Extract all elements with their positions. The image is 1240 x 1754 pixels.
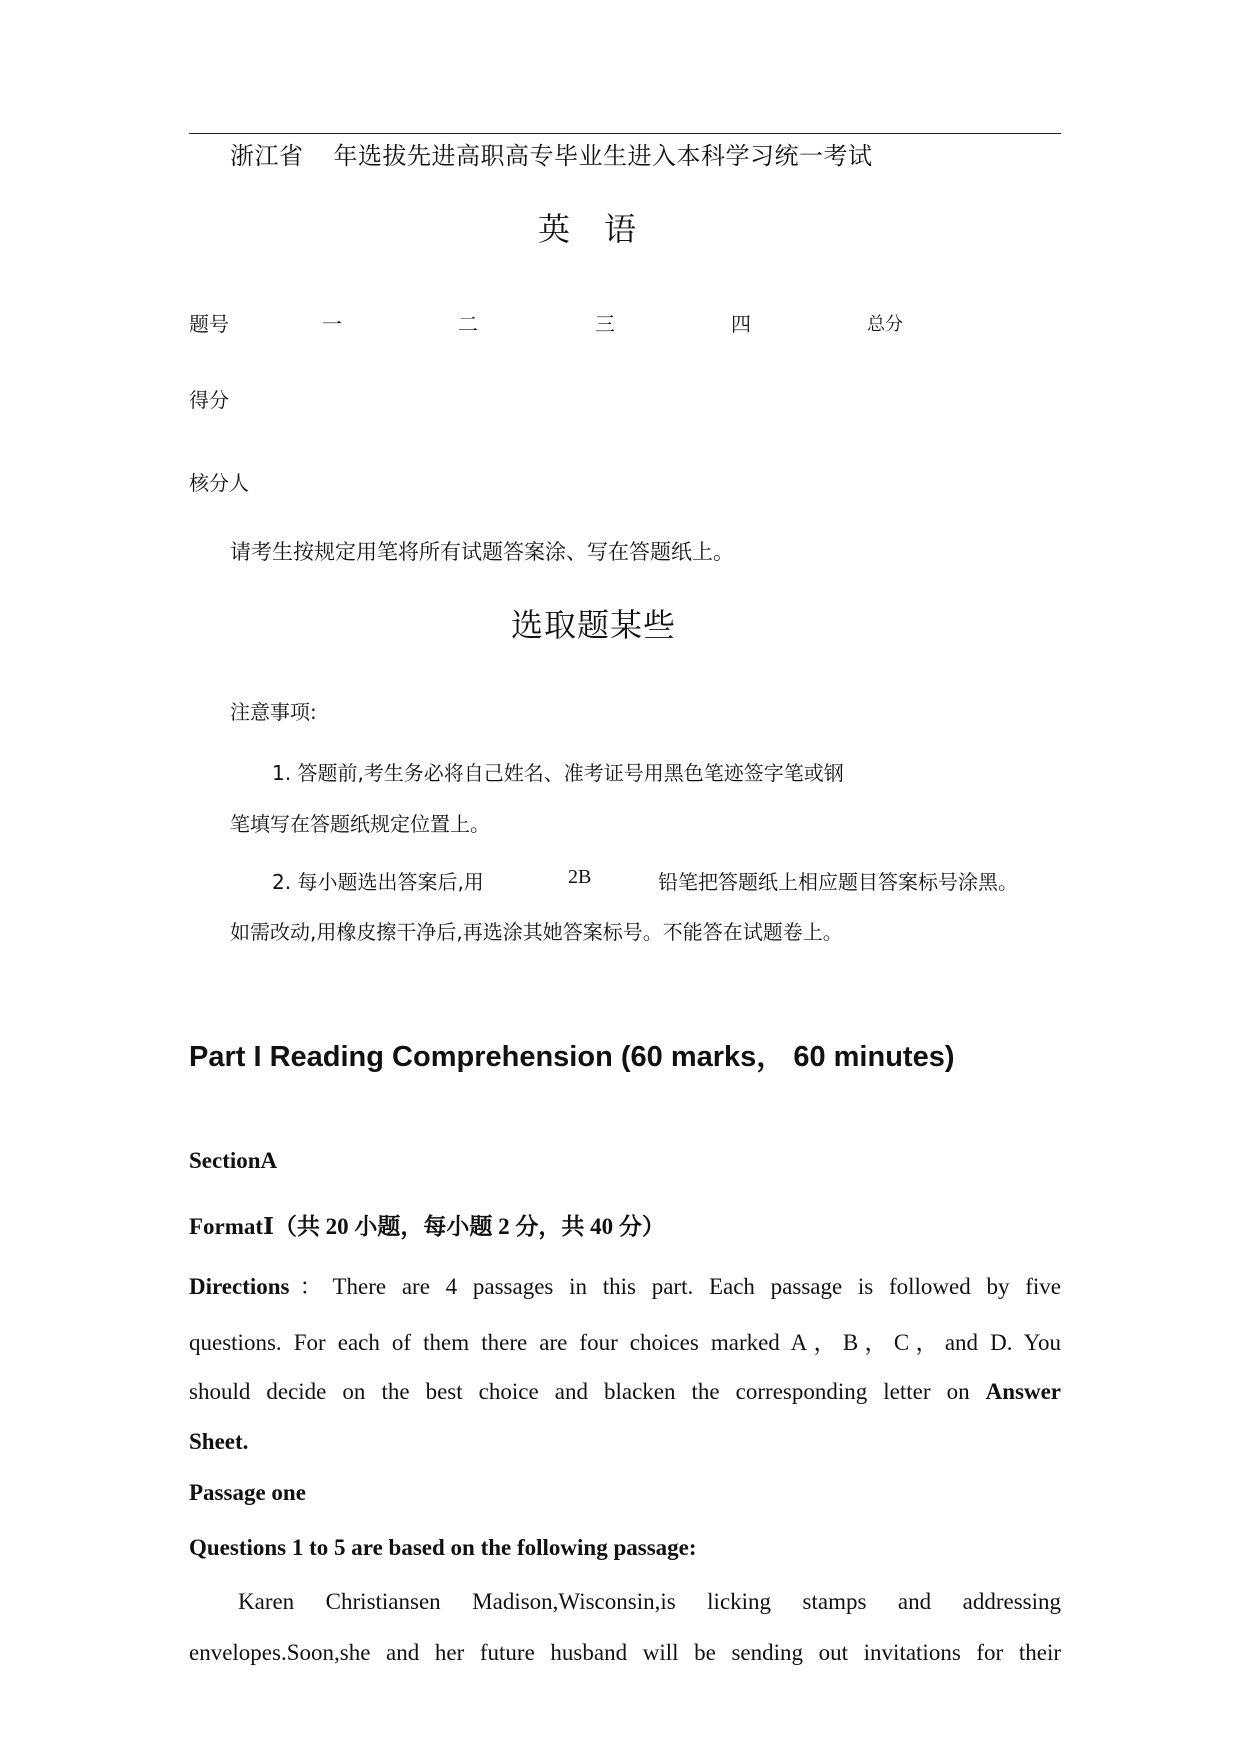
column-total: 总分 [867, 314, 903, 335]
section-title: 选取题某些 [511, 606, 677, 644]
notice-title: 注意事项: [230, 700, 317, 724]
directions-line-4: Sheet. [189, 1429, 249, 1454]
notice-item-1: 1. 答题前,考生务必将自己姓名、准考证号用黑色笔迹签字笔或钢 [272, 761, 844, 785]
notice-item-2-continued: 如需改动,用橡皮擦干净后,再选涂其她答案标号。不能答在试题卷上。 [230, 920, 843, 944]
province-name: 浙江省 [230, 142, 304, 170]
score-row-label: 得分 [189, 388, 229, 412]
passage-line-2: envelopes.Soon,she and her future husband will be sending out invitations for their [189, 1640, 1061, 1665]
notice-item-2 [272, 866, 1052, 895]
column-part-1: 一 [322, 312, 342, 336]
subject-title: 英 语 [538, 210, 649, 248]
exam-title: 年选拔先进高职高专毕业生进入本科学习统一考试 [333, 142, 873, 170]
format-label: FormatⅠ（共 20 小题，每小题 2 分，共 40 分） [189, 1214, 665, 1239]
directions-line-2: questions. For each of them there are four choices marked A，B，C，and D. You [189, 1330, 1061, 1355]
header-rule [189, 133, 1061, 134]
directions-line-1: Directions：There are 4 passages in this part. Each passage is followed by five [189, 1274, 1061, 1299]
directions-line-3: should decide on the best choice and blacken the corresponding letter on Answer [189, 1379, 1062, 1404]
notice-item-2-text: 2. 每小题选出答案后,用 [272, 870, 484, 894]
questions-intro: Questions 1 to 5 are based on the following passage: [189, 1535, 697, 1560]
exam-header [230, 136, 873, 171]
column-part-4: 四 [731, 312, 751, 336]
checker-row-label: 核分人 [189, 471, 249, 495]
column-part-3: 三 [595, 312, 615, 336]
answer-sheet-bold: Answer [985, 1379, 1062, 1404]
passage-line-1: Karen Christiansen Madison,Wisconsin,is licking stamps and addressing [238, 1589, 1061, 1614]
passage-title: Passage one [189, 1480, 306, 1505]
column-part-2: 二 [458, 312, 478, 336]
directions-label: Directions [189, 1274, 290, 1299]
exam-instruction: 请考生按规定用笔将所有试题答案涂、写在答题纸上。 [230, 540, 734, 564]
score-table-header [0, 308, 1240, 338]
pencil-grade: 2B [568, 866, 592, 888]
part-title: Part I Reading Comprehension (60 marks， 60 minutes) [189, 1041, 955, 1073]
notice-item-2-text-end: 铅笔把答题纸上相应题目答案标号涂黑。 [658, 870, 1018, 894]
notice-item-1-continued: 笔填写在答题纸规定位置上。 [230, 812, 490, 836]
section-a-label: SectionA [189, 1148, 278, 1173]
column-question-number: 题号 [189, 312, 229, 336]
